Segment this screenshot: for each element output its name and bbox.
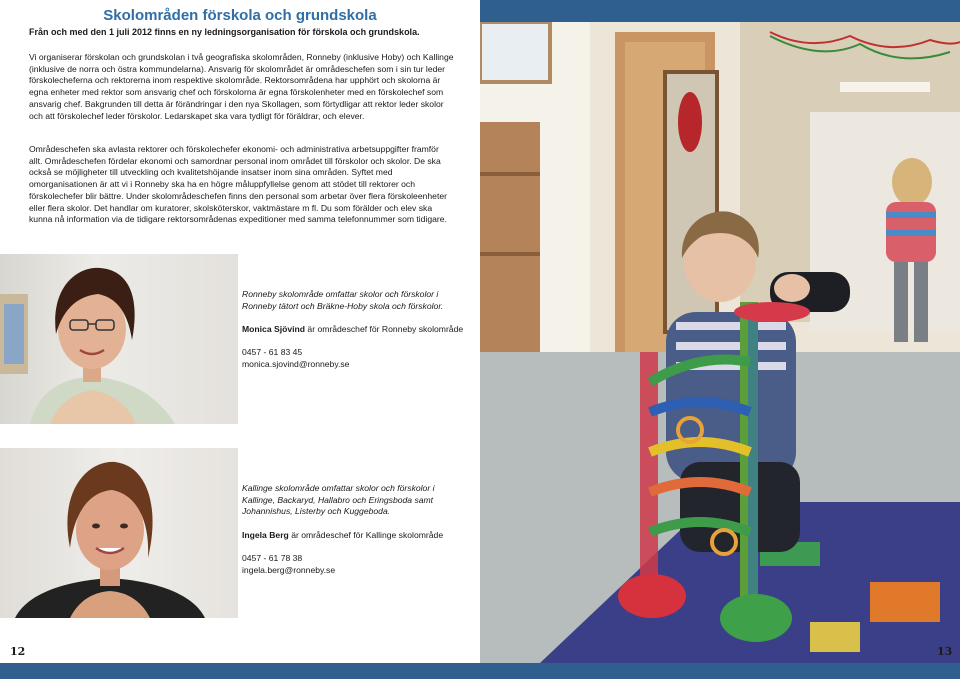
top-color-band: [480, 0, 960, 22]
page-title: Skolområden förskola och grundskola: [103, 7, 377, 24]
contact-card-ronneby: [242, 289, 467, 371]
contact-phone: 0457 - 61 78 38: [242, 553, 303, 564]
contact-role-line: [242, 530, 467, 542]
classroom-scene: [480, 22, 960, 663]
contact-role-line: [242, 324, 467, 336]
area-description: Kallinge skolområde omfattar skolor och förskolor i Kallinge, Backaryd, Hallabro och Eringsboda samt Johannishus, Listerby och Kuggeboda.: [242, 483, 435, 517]
portrait-photo-monica: [0, 254, 238, 424]
classroom-photo: [480, 22, 960, 663]
contact-phone: 0457 - 61 83 45: [242, 347, 303, 358]
contact-email[interactable]: ingela.berg@ronneby.se: [242, 564, 336, 575]
contact-role: är områdeschef för Ronneby skolområde: [305, 324, 464, 335]
page-number-left: 12: [10, 645, 26, 658]
portrait-illustration: [0, 448, 238, 618]
contact-name: Monica Sjövind: [242, 324, 306, 335]
area-description: Ronneby skolområde omfattar skolor och förskolor i Ronneby tätort och Bräkne-Hoby skola och förskolor.: [242, 289, 444, 311]
contact-email[interactable]: monica.sjovind@ronneby.se: [242, 359, 350, 370]
contact-card-kallinge: [242, 483, 467, 577]
portrait-photo-ingela: [0, 448, 238, 618]
body-paragraph-2: [29, 144, 454, 226]
page-number-right: 13: [937, 645, 953, 658]
contact-role: är områdeschef för Kallinge skolområde: [288, 529, 444, 540]
portrait-illustration: [0, 254, 238, 424]
contact-name: Ingela Berg: [242, 529, 289, 540]
paragraph-text: Områdeschefen ska avlasta rektorer och förskolechefer ekonomi- och administrativa arbetsuppgifter framför allt. Områdeschefen fördelar ekonomi och samordnar personal inom området till förskolor och skolor. De ska också se möjligheter till utveckling och kvalitetshöjande insatser inom sina områden. Syftet med omorganisationen är att vi i Ronneby ska ha en högre måluppfyllelse genom att stödet till rektorer och förskolechefer blir bättre. Under skolområdeschefen finns den personal som arbetar över flera förskoleenheter eller flera skolor. Det handlar om kuratorer, skolsköterskor, vaktmästare m fl. Du som förälder och elev ska kunna nå information via de tidigare rektorsområdenas expeditioner med samma telefonnummer som tidigare.: [29, 144, 447, 225]
paragraph-text: Vi organiserar förskolan och grundskolan i två geografiska skolområden, Ronneby (inklusive Hoby) och Kallinge (inklusive de norra och östra kommundelarna). Ansvarig för skolområdet är områdeschefen som i sin tur leder förskolecheferna och rektorerna inom respektive skolområde. Rektorsområdena har upphört och skolorna är egna enheter med rektor som ansvarig chef och förskolorna är egna förskolenheter med en förskolechef som ansvarig chef. Bakgrunden till detta är förändringar i den nya Skollagen, som förtydligar att rektor leder skolor och att förskolechef leder förskolor. Ledarskapet ska vara tydligt för föräldrar, och elever.: [29, 52, 454, 121]
page-subtitle: Från och med den 1 juli 2012 finns en ny ledningsorganisation för förskola och grundskola.: [29, 27, 420, 37]
bottom-color-band: [0, 663, 960, 679]
body-paragraph-1: [29, 52, 454, 122]
